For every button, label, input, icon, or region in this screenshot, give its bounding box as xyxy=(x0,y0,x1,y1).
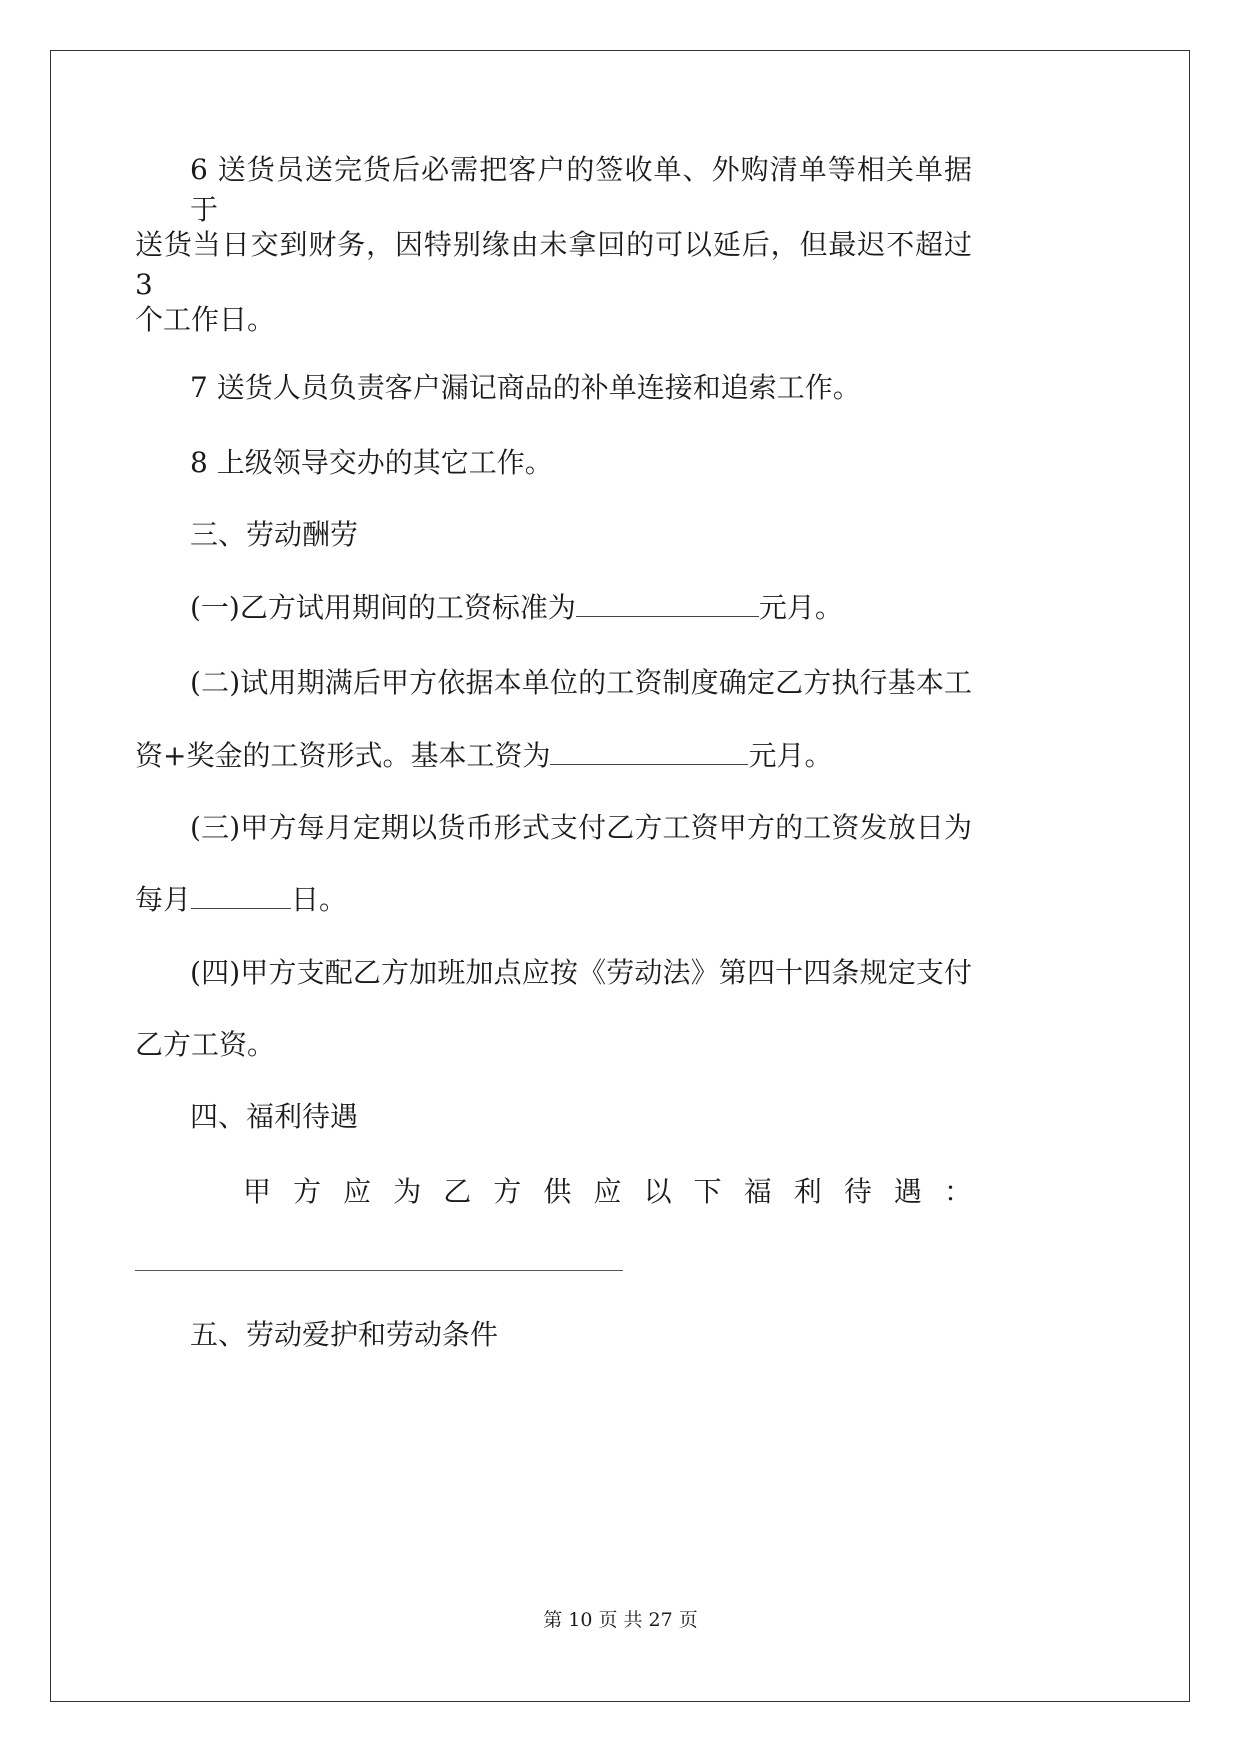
trial-wage-blank xyxy=(576,588,759,617)
section-heading-4: 四、福利待遇 xyxy=(190,1100,359,1133)
clause-3-1-unit: 元月。 xyxy=(758,591,843,624)
paragraph-6-line-2: 送货当日交到财务，因特别缘由未拿回的可以延后，但最迟不超过 3 xyxy=(135,228,972,301)
paragraph-7: 7 送货人员负责客户漏记商品的补单连接和追索工作。 xyxy=(190,371,861,404)
paragraph-6-line-1: 6 送货员送完货后必需把客户的签收单、外购清单等相关单据于 xyxy=(190,153,972,226)
welfare-clause: 甲方应为乙方供应以下福利待遇： xyxy=(243,1175,972,1208)
clause-3-3-unit: 日。 xyxy=(291,883,348,916)
clause-3-2-text: 资+奖金的工资形式。基本工资为 xyxy=(135,739,551,772)
clause-3-1 xyxy=(190,588,843,628)
clause-3-3-line-1: (三)甲方每月定期以货币形式支付乙方工资甲方的工资发放日为 xyxy=(190,811,972,844)
clause-3-2-unit: 元月。 xyxy=(748,739,833,772)
section-heading-5: 五、劳动爱护和劳动条件 xyxy=(190,1318,499,1351)
base-wage-blank xyxy=(550,736,748,765)
clause-3-1-text: (一)乙方试用期间的工资标准为 xyxy=(190,591,576,624)
clause-3-2-line-1: (二)试用期满后甲方依据本单位的工资制度确定乙方执行基本工 xyxy=(190,666,972,699)
clause-3-4-line-2: 乙方工资。 xyxy=(135,1028,276,1061)
clause-3-3-text: 每月 xyxy=(135,883,192,916)
payday-blank xyxy=(191,880,291,909)
clause-3-3-line-2 xyxy=(135,880,347,920)
clause-3-4-line-1: (四)甲方支配乙方加班加点应按《劳动法》第四十四条规定支付 xyxy=(190,956,972,989)
paragraph-6-line-3: 个工作日。 xyxy=(135,303,276,336)
paragraph-8: 8 上级领导交办的其它工作。 xyxy=(190,446,553,479)
clause-3-2-line-2 xyxy=(135,736,832,776)
section-heading-3: 三、劳动酬劳 xyxy=(190,518,359,551)
welfare-blank-line xyxy=(135,1270,623,1271)
page-number-footer: 第 10 页 共 27 页 xyxy=(543,1609,698,1631)
